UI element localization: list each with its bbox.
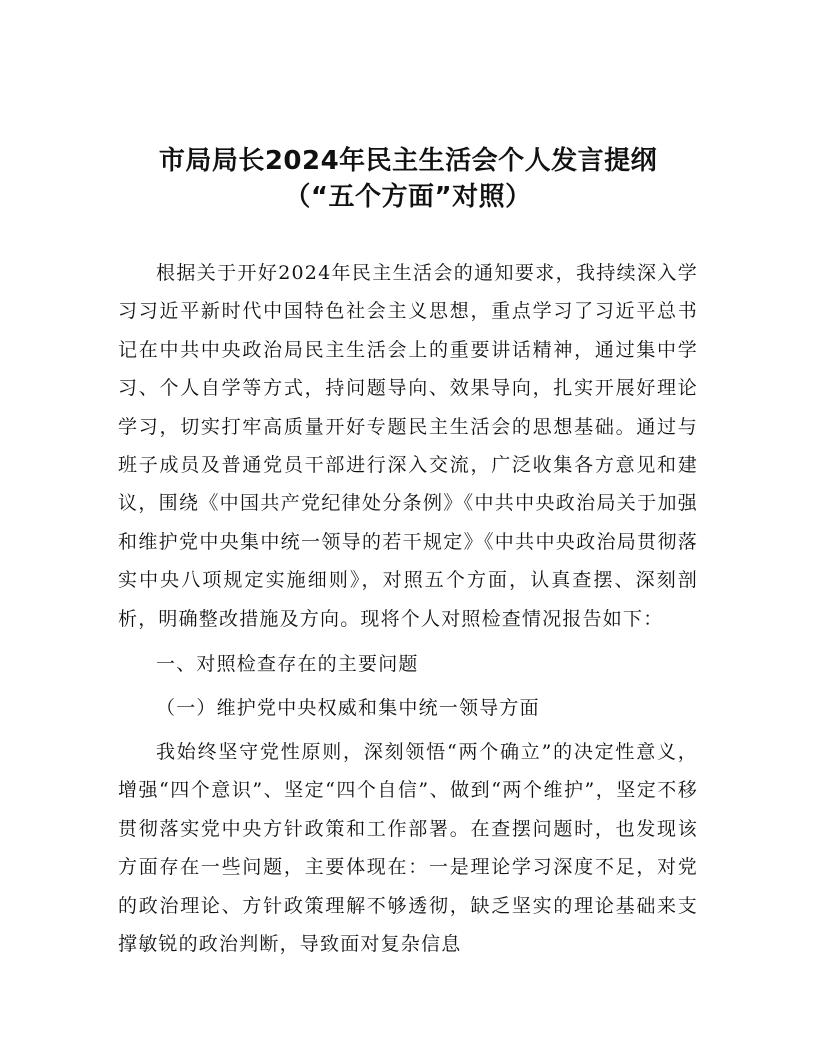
subsection-heading: （一）维护党中央权威和集中统一领导方面 [156,697,540,719]
document-title: 市局局长2024年民主生活会个人发言提纲 [158,146,658,176]
document-subtitle: （“五个方面”对照） [284,182,532,212]
body-paragraph: 我始终坚守党性原则，深刻领悟“两个确立”的决定性意义，增强“四个意识”、坚定“四个自信”、做到“两个维护”，坚定不移贯彻落实党中央方针政策和工作部署。在查摆问题时，也发现该方面存在一些问题，主要体现在：一是理论学习深度不足，对党的政治理论、方针政策理解不够透彻，缺乏坚实的理论基础来支撑敏锐的政治判断，导致面对复杂信息 [118,741,698,956]
section-heading: 一、对照检查存在的主要问题 [156,653,419,675]
intro-paragraph: 根据关于开好2024年民主生活会的通知要求，我持续深入学习习近平新时代中国特色社会主义思想，重点学习了习近平总书记在中共中央政治局民主生活会上的重要讲话精神，通过集中学习、个人自学等方式，持问题导向、效果导向，扎实开展好理论学习，切实打牢高质量开好专题民主生活会的思想基础。通过与班子成员及普通党员干部进行深入交流，广泛收集各方意见和建议，围绕《中国共产党纪律处分条例》《中共中央政治局关于加强和维护党中央集中统一领导的若干规定》《中共中央政治局贯彻落实中央八项规定实施细则》，对照五个方面，认真查摆、深刻剖析，明确整改措施及方向。现将个人对照检查情况报告如下： [118,262,698,630]
